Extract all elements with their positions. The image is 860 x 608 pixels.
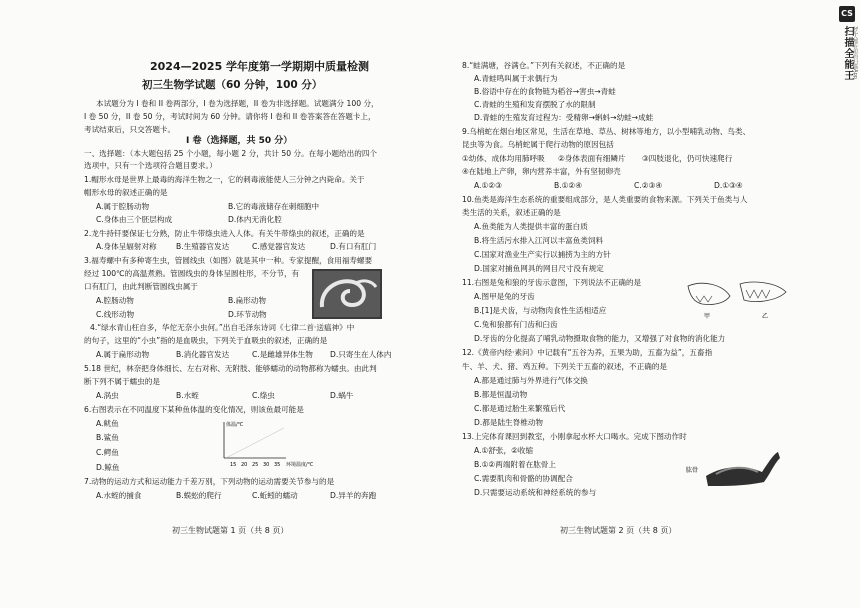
intro-line-2: I 卷 50 分，II 卷 50 分，考试时间为 60 分钟。请你将 I 卷和 II 卷答案答在答题卡上，	[84, 112, 376, 121]
q5-option-b: B.水蛭	[176, 391, 199, 400]
q4-option-d: D.只寄生在人体内	[330, 350, 392, 359]
q5-option-c: C.绦虫	[252, 391, 275, 400]
q1-stem-2: 帽形水母的叙述正确的是	[84, 188, 168, 197]
q4-option-c: C.是雌雄异体生物	[252, 350, 313, 359]
page-footer-2: 初三生物试题第 2 页（共 8 页）	[560, 526, 677, 535]
q5-option-a: A.涡虫	[96, 391, 119, 400]
q8-option-a: A.青蛙鸣叫属于求偶行为	[474, 74, 558, 83]
q2-stem: 2.龙牛持钎要保证七分熟，防止牛带绦虫进入人体。有关牛带绦虫的叙述，正确的是	[84, 229, 365, 238]
q7-option-a: A.水蛭的捕食	[96, 491, 142, 500]
q11-option-c: C.兔和狼都有门齿和臼齿	[474, 320, 558, 329]
q12-stem-2: 牛、羊、犬、猪、鸡五种。下列关于五畜的叙述，不正确的是	[462, 362, 668, 371]
q5-stem-2: 断下列不属于蠕虫的是	[84, 377, 160, 386]
q12-option-a: A.都是通过肺与外界进行气体交换	[474, 376, 588, 385]
q3-option-c: C.线形动物	[96, 310, 135, 319]
q10-option-d: D.国家对捕鱼网具的网目尺寸没有规定	[474, 264, 604, 273]
q10-stem-2: 类生活的关系，叙述正确的是	[462, 208, 561, 217]
q9-option-b: B.①②④	[554, 181, 583, 190]
chart-tick: 20	[241, 462, 248, 468]
chart-tick: 15	[230, 462, 237, 468]
q9-option-a: A.①②③	[474, 181, 502, 190]
q12-option-b: B.都是恒温动物	[474, 390, 528, 399]
q10-option-c: C.国家对渔业生产实行以捕捞为主的方针	[474, 250, 611, 259]
arm-muscle-diagram	[686, 446, 782, 494]
q8-option-d: D.青蛙的生殖发育过程为：受精卵→蝌蚪→幼蛙→成蛙	[474, 113, 654, 122]
q13-option-a: A.①舒张，②收缩	[474, 446, 534, 455]
q1-option-a: A.属于腔肠动物	[96, 202, 150, 211]
q5-option-d: D.蜗牛	[330, 391, 354, 400]
exam-year-header: 2024—2025 学年度第一学期期中质量检测	[150, 60, 370, 73]
q4-option-a: A.属于扁形动物	[96, 350, 150, 359]
q13-option-b: B.①②两端附着在肱骨上	[474, 460, 556, 469]
q2-option-c: C.感觉器官发达	[252, 242, 306, 251]
exam-title: 初三生物学试题（60 分钟，100 分）	[142, 79, 323, 91]
q9-stem-2: 昆虫等为食。乌梢蛇属于爬行动物的原因包括	[462, 140, 614, 149]
q3-stem-3: 口有肛门，由此判断管圆线虫属于	[84, 282, 198, 291]
intro-line-1: 本试题分为 I 卷和 II 卷两部分，I 卷为选择题，II 卷为非选择题。试题满分 100 分，	[96, 99, 379, 108]
q1-option-b: B.它的毒液储存在刺细胞中	[228, 202, 320, 211]
q9-item-4: ④在陆地上产卵，卵内营养丰富，外有坚韧卵壳	[462, 167, 621, 176]
q9-item-2: ②身体表面有细鳞片	[558, 154, 626, 163]
q6-stem: 6.右图表示在不同温度下某种鱼体温的变化情况，则该鱼最可能是	[84, 405, 304, 414]
page-footer-1: 初三生物试题第 1 页（共 8 页）	[172, 526, 289, 535]
q10-option-a: A.鱼类能为人类提供丰富的蛋白质	[474, 222, 588, 231]
q8-option-b: B.俗语中存在的食物链为稻谷→害虫→青蛙	[474, 87, 616, 96]
q13-stem: 13.上完体育课回到教室，小刚拿起水杯大口喝水。完成下图动作时	[462, 432, 687, 441]
q12-option-c: C.都是通过胎生来繁殖后代	[474, 404, 566, 413]
chart-tick: 25	[252, 462, 259, 468]
q6-option-d: D.鲸鱼	[96, 463, 120, 472]
q6-option-b: B.鲨鱼	[96, 433, 119, 442]
q12-option-d: D.都是陆生脊椎动物	[474, 418, 544, 427]
q2-option-a: A.身体呈辐射对称	[96, 242, 157, 251]
q6-option-c: C.鳄鱼	[96, 448, 119, 457]
scanner-app-badge	[836, 6, 858, 102]
intro-line-3: 考试结束后，只交答题卡。	[84, 125, 176, 134]
nematode-image	[312, 269, 382, 319]
q1-stem-1: 1.帽形水母是世界上最毒的海洋生物之一，它的刺毒液能使人三分钟之内毙命。关于	[84, 175, 365, 184]
q8-option-c: C.青蛙的生殖和发育摆脱了水的限制	[474, 100, 596, 109]
q9-stem-1: 9.乌梢蛇在烟台地区常见，生活在草地、草丛、树林等地方，以小型哺乳动物、鸟类、	[462, 127, 751, 136]
q5-stem-1: 5.18 世纪，林奈把身体细长、左右对称、无附肢、能够蠕动的动物都称为蠕虫。由此判	[84, 364, 377, 373]
scanner-tagline: 3亿人都在用的扫描App	[852, 26, 858, 79]
section-title: I 卷（选择题，共 50 分）	[186, 136, 293, 146]
scanner-logo-icon: CS	[839, 6, 855, 22]
q3-option-d: D.环节动物	[228, 310, 267, 319]
q6-option-a: A.鱿鱼	[96, 419, 119, 428]
q1-option-c: C.身体由三个胚层构成	[96, 215, 173, 224]
q10-option-b: B.将生活污水排入江河以丰富鱼类饲料	[474, 236, 604, 245]
q13-option-d: D.只需要运动系统和神经系统的参与	[474, 488, 597, 497]
q9-item-1: ①幼体、成体均用肺呼吸	[462, 154, 545, 163]
fig-label-jia: 甲	[704, 313, 711, 320]
teeth-diagram	[682, 276, 792, 322]
chart-ylabel: 体温/℃	[226, 422, 244, 428]
fig-label-yi: 乙	[762, 313, 769, 320]
q11-option-d: D.牙齿的分化提高了哺乳动物摄取食物的能力，又增强了对食物的消化能力	[474, 334, 726, 343]
chart-reference-line	[226, 428, 284, 458]
instruction-line-1: 一、选择题：（本大题包括 25 个小题，每小题 2 分，共计 50 分。在每小题给出的四个	[84, 149, 378, 158]
instruction-line-2: 选项中，只有一个选项符合题目要求。）	[84, 161, 217, 170]
q11-option-b: B.[1]是犬齿，与动物肉食性生活相适应	[474, 306, 607, 315]
q7-stem: 7.动物的运动方式和运动能力千差万别，下列动物的运动需要关节参与的是	[84, 477, 335, 486]
q2-option-b: B.生殖器官发达	[176, 242, 230, 251]
q7-option-b: B.蜈蚣的爬行	[176, 491, 222, 500]
chart-tick: 30	[263, 462, 270, 468]
q4-stem-1: 4.“绿水青山枉自多，华佗无奈小虫何。”出自毛泽东诗词《七律二首·送瘟神》中	[90, 323, 355, 332]
q3-option-b: B.扁形动物	[228, 296, 266, 305]
q9-option-c: C.②③④	[634, 181, 663, 190]
q3-stem-2: 经过 100℃的高温煮熟。管圆线虫的身体呈圆柱形，不分节，有	[84, 269, 300, 278]
q11-option-a: A.图甲是兔的牙齿	[474, 292, 535, 301]
q12-stem-1: 12.《黄帝内经·素问》中记载有“五谷为养，五果为助，五畜为益”，五畜指	[462, 348, 713, 357]
q13-option-c: C.需要肌肉和骨骼的协调配合	[474, 474, 573, 483]
q3-option-a: A.腔肠动物	[96, 296, 134, 305]
q9-item-3: ③四肢退化，仍可快速爬行	[642, 154, 733, 163]
q9-option-d: D.①③④	[714, 181, 743, 190]
q8-stem: 8.“蛙满塘，谷满仓。”下列有关叙述，不正确的是	[462, 61, 626, 70]
q3-stem-1: 3.福寿螺中有多种寄生虫，管圆线虫（如图）就是其中一种。专家提醒，食用福寿螺要	[84, 256, 373, 265]
q7-option-d: D.异羊的奔跑	[330, 491, 377, 500]
q7-option-c: C.蚯蚓的蠕动	[252, 491, 298, 500]
fig-label-humerus: 肱骨	[686, 467, 699, 474]
chart-xlabel: 环境温度/℃	[286, 462, 314, 468]
q1-option-d: D.体内无消化腔	[228, 215, 282, 224]
chart-tick: 35	[274, 462, 281, 468]
exam-page-2	[430, 0, 860, 608]
scanner-brand-name: 扫描全能王	[842, 26, 853, 81]
q4-option-b: B.消化器官发达	[176, 350, 230, 359]
q10-stem-1: 10.鱼类是海洋生态系统的重要组成部分，是人类重要的食物来源。下列关于鱼类与人	[462, 195, 748, 204]
fish-temperature-chart	[214, 418, 318, 470]
q4-stem-2: 的句子，这里的“小虫”指的是血吸虫，下列关于血吸虫的叙述，正确的是	[84, 336, 328, 345]
q11-stem: 11.右图是兔和狼的牙齿示意图，下列说法不正确的是	[462, 278, 642, 287]
q2-option-d: D.有口有肛门	[330, 242, 377, 251]
